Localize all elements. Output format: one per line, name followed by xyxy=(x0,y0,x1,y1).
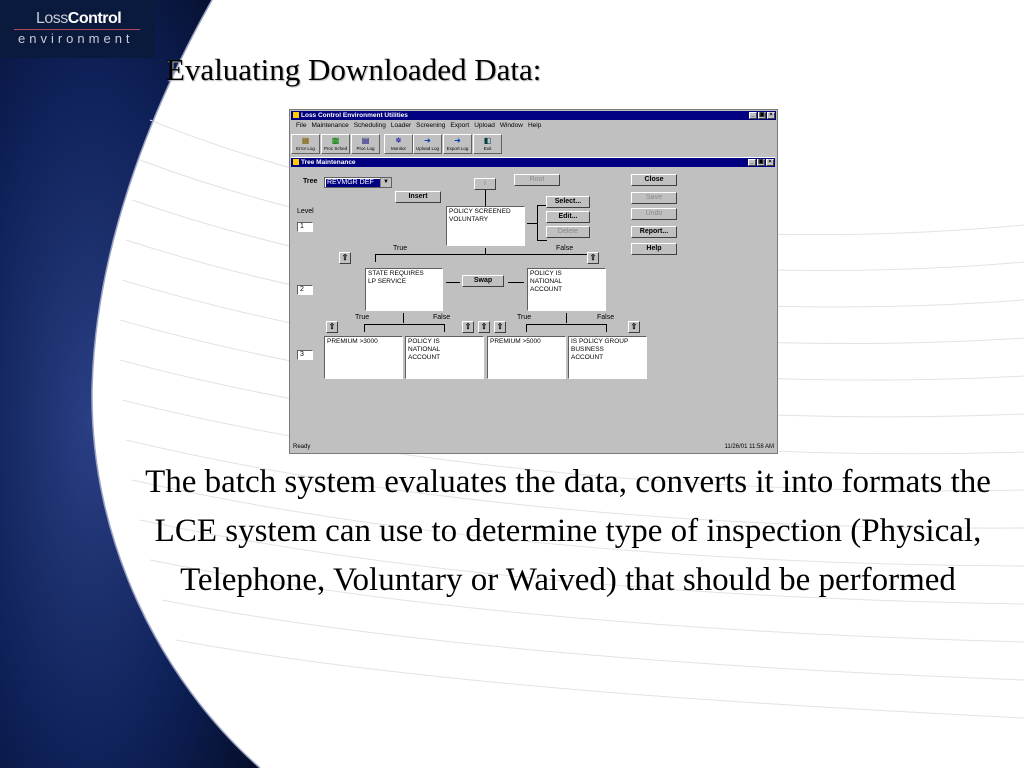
level-3-field: 3 xyxy=(297,350,313,360)
branch-line xyxy=(444,324,445,332)
true-label: True xyxy=(517,314,532,321)
move-up-icon[interactable]: ⇧ xyxy=(478,321,490,333)
root-node[interactable]: POLICY SCREENED VOLUNTARY xyxy=(446,206,525,246)
menu-screening[interactable]: Screening xyxy=(416,122,446,129)
menu-maintenance[interactable]: Maintenance xyxy=(311,122,349,129)
proc-sched-button[interactable]: ▩ Proc Sched xyxy=(321,134,350,154)
true-label: True xyxy=(393,245,408,252)
node-policy-national-3[interactable]: POLICY IS NATIONAL ACCOUNT xyxy=(405,336,484,379)
insert-button[interactable]: Insert xyxy=(395,191,441,203)
false-label: False xyxy=(597,314,615,321)
menubar xyxy=(291,121,776,130)
logo-line1: LossControl xyxy=(36,10,122,27)
undo-button[interactable]: Undo xyxy=(631,208,677,220)
upload-icon: ➜ xyxy=(424,136,431,145)
move-up-icon[interactable]: ⇧ xyxy=(462,321,474,333)
monitor-button[interactable]: ✵ Monitor xyxy=(384,134,413,154)
delete-button[interactable]: Delete xyxy=(546,226,590,238)
chevron-down-icon[interactable]: ▼ xyxy=(380,178,391,187)
restore-icon[interactable]: ▣ xyxy=(758,159,764,165)
schedule-icon: ▩ xyxy=(331,136,340,145)
menu-help[interactable]: Help xyxy=(527,122,542,129)
branch-line xyxy=(364,324,444,325)
child-title: Tree Maintenance xyxy=(301,159,356,166)
tree-maintenance-window xyxy=(291,157,775,443)
edit-button[interactable]: Edit... xyxy=(546,211,590,223)
down-arrow-icon[interactable]: ⇩ xyxy=(474,178,496,190)
tree-select-value: REVMGR DEF xyxy=(326,179,383,187)
tree-select[interactable] xyxy=(324,177,392,188)
connector-line xyxy=(566,313,567,323)
app-screenshot xyxy=(289,109,778,454)
branch-line xyxy=(526,324,527,332)
app-icon xyxy=(293,112,299,118)
status-datetime: 11/26/01 11:58 AM xyxy=(724,444,774,450)
branch-line xyxy=(364,324,365,332)
app-title: Loss Control Environment Utilities xyxy=(301,112,408,119)
node-premium-5000[interactable]: PREMIUM >5000 xyxy=(487,336,566,379)
logo xyxy=(0,0,155,58)
exit-button[interactable]: ◧ Exit xyxy=(473,134,502,154)
move-up-icon[interactable]: ⇧ xyxy=(326,321,338,333)
close-icon[interactable]: × xyxy=(766,159,774,166)
child-icon xyxy=(293,159,299,165)
close-icon[interactable]: × xyxy=(767,112,775,119)
bracket-line xyxy=(537,240,547,241)
report-button[interactable]: Report... xyxy=(631,226,677,238)
root-button[interactable]: Root xyxy=(514,174,560,186)
level-2-field: 2 xyxy=(297,285,313,295)
help-button[interactable]: Help xyxy=(631,243,677,255)
branch-line xyxy=(375,254,595,255)
child-titlebar xyxy=(291,158,775,167)
menu-loader[interactable]: Loader xyxy=(390,122,412,129)
minimize-icon[interactable]: _ xyxy=(749,112,757,119)
tree-label: Tree xyxy=(303,178,318,185)
maximize-icon[interactable]: ▣ xyxy=(759,112,765,118)
node-policy-national-2[interactable]: POLICY IS NATIONAL ACCOUNT xyxy=(527,268,606,311)
branch-line xyxy=(606,324,607,332)
level-label: Level xyxy=(297,208,314,215)
child-window-controls xyxy=(747,159,774,166)
menu-file[interactable]: File xyxy=(296,122,307,129)
menu-export[interactable]: Export xyxy=(450,122,470,129)
false-label: False xyxy=(433,314,451,321)
grid-icon: ▦ xyxy=(301,136,310,145)
export-log-button[interactable]: ➜ Export Log xyxy=(443,134,472,154)
connector-line xyxy=(508,282,524,283)
node-policy-group-business[interactable]: IS POLICY GROUP BUSINESS ACCOUNT xyxy=(568,336,647,379)
bracket-line xyxy=(537,205,538,240)
branch-line xyxy=(526,324,606,325)
level-1-field: 1 xyxy=(297,222,313,232)
node-state-requires-lp[interactable]: STATE REQUIRES LP SERVICE xyxy=(365,268,443,311)
true-label: True xyxy=(355,314,370,321)
runner-icon: ✵ xyxy=(395,136,402,145)
status-text: Ready xyxy=(293,444,311,450)
document-icon: ▤ xyxy=(361,136,370,145)
connector-line xyxy=(527,223,537,224)
save-button[interactable]: Save xyxy=(631,192,677,204)
branch-line xyxy=(375,254,376,262)
window-controls xyxy=(748,112,775,119)
slide-caption: The batch system evaluates the data, converts it into formats the LCE system can use to determine type of inspection (Physical, Telephone, Voluntary or Waived) that should be performed xyxy=(145,464,991,598)
menu-scheduling[interactable]: Scheduling xyxy=(353,122,386,129)
swap-button[interactable]: Swap xyxy=(462,275,504,287)
node-premium-3000[interactable]: PREMIUM >3000 xyxy=(324,336,403,379)
logo-line2: environment xyxy=(18,31,134,46)
false-label: False xyxy=(556,245,574,252)
upload-log-button[interactable]: ➜ Upload Log xyxy=(413,134,442,154)
error-log-button[interactable]: ▦ Error Log xyxy=(291,134,320,154)
connector-line xyxy=(485,190,486,206)
menu-upload[interactable]: Upload xyxy=(474,122,495,129)
proc-log-button[interactable]: ▤ Proc Log xyxy=(351,134,380,154)
move-up-icon[interactable]: ⇧ xyxy=(339,252,351,264)
move-up-icon[interactable]: ⇧ xyxy=(587,252,599,264)
export-icon: ➜ xyxy=(454,136,461,145)
connector-line xyxy=(403,313,404,323)
close-button[interactable]: Close xyxy=(631,174,677,186)
menu-window[interactable]: Window xyxy=(499,122,523,129)
slide-title: Evaluating Downloaded Data: xyxy=(166,52,542,87)
logo-rule xyxy=(14,29,140,30)
move-up-icon[interactable]: ⇧ xyxy=(494,321,506,333)
move-up-icon[interactable]: ⇧ xyxy=(628,321,640,333)
minimize-icon[interactable]: _ xyxy=(748,159,756,166)
connector-line xyxy=(446,282,460,283)
app-titlebar xyxy=(291,111,776,120)
status-bar xyxy=(291,443,776,452)
select-button[interactable]: Select... xyxy=(546,196,590,208)
exit-door-icon: ◧ xyxy=(483,136,492,145)
